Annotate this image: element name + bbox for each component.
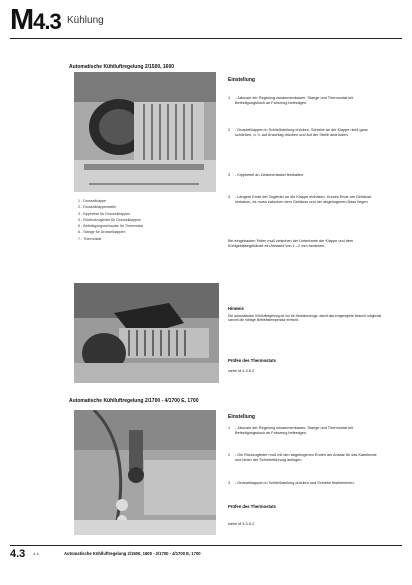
section1-pruefen-text: siehe M 4.3-5.2 bbox=[228, 369, 255, 373]
legend-item: 4 - Rückholzugfeder für Drosselklappen bbox=[78, 217, 142, 222]
section1-einstellung-title: Einstellung bbox=[228, 77, 255, 83]
legend-item: 7 - Thermostat bbox=[78, 236, 102, 241]
legend-item: 1 - Drosselklappe bbox=[78, 199, 106, 203]
step-text: - Die Rückzugfeder muß mit den abgebogenen Enden am Ansatz für das Kabelende und hinter der Schiebeführung anliegen. bbox=[235, 453, 377, 463]
legend-item: 2 - Drosselklappenwelle bbox=[78, 205, 117, 210]
section1-step bbox=[228, 195, 378, 206]
step-number: 2 bbox=[228, 453, 231, 457]
section2-pruefen-text: siehe M 4.3-5.2 bbox=[228, 522, 255, 526]
step-text: - Kipphebel an Zwischenkabel festhalten. bbox=[235, 173, 305, 177]
engine-photo-1 bbox=[74, 72, 216, 192]
legend-item: 5 - Befestigungsschraube für Thermostat bbox=[78, 224, 144, 229]
section1-step bbox=[228, 173, 378, 178]
section2-title: Automatische Kühlluftregelung 2/1700 - 4/1700 E, 1700 bbox=[69, 398, 199, 404]
step-number: 2 bbox=[228, 128, 231, 132]
footer-title: Automatische Kühlluftregelung 2/1500, 1600 - 2/1700 - 4/1700 E, 1700 bbox=[64, 551, 201, 556]
engine-photo-3 bbox=[74, 410, 216, 535]
step-number: 4 bbox=[228, 195, 231, 199]
section1-pruefen-title: Prüfen des Thermostats bbox=[228, 358, 276, 363]
section1-note: Bei eingebauten Teilen muß zwischen der Unterkante der Klappe und dem Kühlgebläsegehäuse ein Abstand von 1 - 2 mm bestehen. bbox=[228, 239, 354, 248]
section2-pruefen-title: Prüfen des Thermostats bbox=[228, 504, 276, 509]
footer-page-number: 4.3 bbox=[10, 548, 26, 560]
step-text: - Drosselklappen in Schließstellung drücken und Schiebe festklemmen. bbox=[235, 481, 355, 485]
step-text: - Jalousie der Regelung zusammenbauen. Stange und Thermostat mit Befestigungsbock an Fahrzeug befestigen. bbox=[235, 96, 354, 106]
header-rule bbox=[10, 38, 402, 39]
parts-legend bbox=[78, 198, 143, 242]
section1-step bbox=[228, 128, 378, 139]
step-number: 3 bbox=[228, 481, 231, 485]
engine-photo-1-illustration bbox=[74, 72, 216, 192]
step-number: 3 bbox=[228, 173, 231, 177]
footer-rule bbox=[10, 545, 402, 546]
step-text: - Jalousie der Regelung zusammenbauen. Stange und Thermostat mit Befestigungsbock an Fahrzeug befestigen. bbox=[235, 426, 354, 436]
step-text: - Drosselklappen in Schließstellung drücken. Schiebe an der Klappe nicht ganz schließen, d. h. auf Anschlag drücken und auf der Stelle andrücken. bbox=[235, 128, 368, 138]
section2-step bbox=[228, 481, 378, 486]
section2-einstellung-title: Einstellung bbox=[228, 414, 255, 420]
engine-photo-2 bbox=[74, 283, 219, 383]
footer-subpage: 4-4 bbox=[33, 551, 39, 556]
step-text: - Längere Ende der Zugfeder an die Klappe einhaken. Kurzes Ende am Gehäuse einhaken, es muss zwischen dem Gehäuse und der abgebogenen Nase liegen. bbox=[235, 195, 372, 205]
engine-photo-2-illustration bbox=[74, 283, 219, 383]
section2-step bbox=[228, 453, 378, 464]
hinweis-title: Hinweis bbox=[228, 306, 244, 311]
section1-step bbox=[228, 96, 378, 107]
step-number: 1 bbox=[228, 96, 231, 100]
legend-item: 6 - Stange für Drosselklappen bbox=[78, 230, 126, 235]
legend-item: 3 - Kipphebel für Drosselklappen bbox=[78, 211, 131, 216]
section2-step bbox=[228, 426, 378, 437]
engine-photo-3-illustration bbox=[74, 410, 216, 535]
chapter-title: Kühlung bbox=[67, 15, 104, 26]
section1-title: Automatische Kühlluftregelung 2/1500, 1600 bbox=[69, 64, 175, 70]
step-number: 1 bbox=[228, 426, 231, 430]
hinweis-text: Die automatische Kühlluftregelung ist nur für Heizfahrzeuge, damit das eingeregelte Motoröl möglichst schnell die richtige Betriebstemperatur erreicht. bbox=[228, 314, 382, 323]
chapter-number: M4.3 bbox=[10, 4, 61, 36]
